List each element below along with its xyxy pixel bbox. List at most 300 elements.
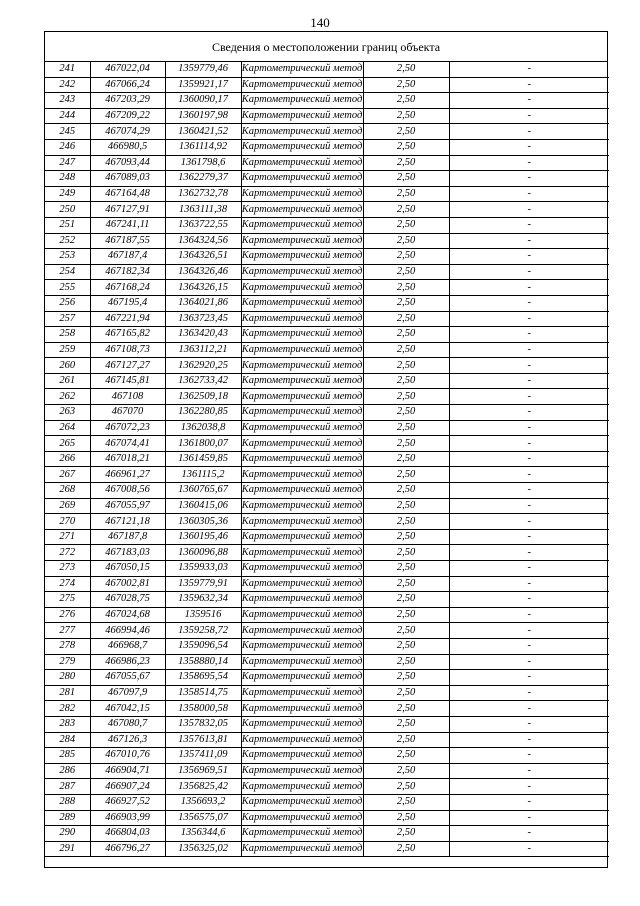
method-cell: Картометрический метод <box>241 576 363 592</box>
method-cell: Картометрический метод <box>241 311 363 327</box>
description-cell: - <box>449 592 609 608</box>
table-row <box>45 514 609 530</box>
x-coordinate-cell: 467074,29 <box>90 124 165 140</box>
point-number-cell: 268 <box>45 483 90 499</box>
method-cell: Картометрический метод <box>241 467 363 483</box>
x-coordinate-cell: 467209,22 <box>90 108 165 124</box>
x-coordinate-cell: 467221,94 <box>90 311 165 327</box>
y-coordinate-cell: 1357832,05 <box>165 716 241 732</box>
point-number-cell: 280 <box>45 670 90 686</box>
x-coordinate-cell: 467080,7 <box>90 716 165 732</box>
table-row <box>45 685 609 701</box>
precision-cell: 2,50 <box>363 607 449 623</box>
point-number-cell: 249 <box>45 186 90 202</box>
point-number-cell: 269 <box>45 498 90 514</box>
point-number-cell: 283 <box>45 716 90 732</box>
description-cell: - <box>449 498 609 514</box>
y-coordinate-cell: 1360197,98 <box>165 108 241 124</box>
precision-cell: 2,50 <box>363 373 449 389</box>
description-cell: - <box>449 155 609 171</box>
y-coordinate-cell: 1358514,75 <box>165 685 241 701</box>
method-cell: Картометрический метод <box>241 670 363 686</box>
x-coordinate-cell: 466796,27 <box>90 841 165 857</box>
method-cell: Картометрический метод <box>241 139 363 155</box>
description-cell: - <box>449 280 609 296</box>
table-row <box>45 389 609 405</box>
precision-cell: 2,50 <box>363 358 449 374</box>
precision-cell: 2,50 <box>363 186 449 202</box>
precision-cell: 2,50 <box>363 561 449 577</box>
method-cell: Картометрический метод <box>241 295 363 311</box>
description-cell: - <box>449 217 609 233</box>
y-coordinate-cell: 1359921,17 <box>165 77 241 93</box>
table-row <box>45 529 609 545</box>
precision-cell: 2,50 <box>363 124 449 140</box>
x-coordinate-cell: 466961,27 <box>90 467 165 483</box>
y-coordinate-cell: 1363723,45 <box>165 311 241 327</box>
point-number-cell: 264 <box>45 420 90 436</box>
y-coordinate-cell: 1361115,2 <box>165 467 241 483</box>
description-cell: - <box>449 327 609 343</box>
method-cell: Картометрический метод <box>241 155 363 171</box>
description-cell: - <box>449 607 609 623</box>
precision-cell: 2,50 <box>363 155 449 171</box>
point-number-cell: 256 <box>45 295 90 311</box>
x-coordinate-cell: 466980,5 <box>90 139 165 155</box>
table-row <box>45 295 609 311</box>
method-cell: Картометрический метод <box>241 171 363 187</box>
table-row <box>45 623 609 639</box>
method-cell: Картометрический метод <box>241 93 363 109</box>
table-row <box>45 732 609 748</box>
point-number-cell: 243 <box>45 93 90 109</box>
point-number-cell: 259 <box>45 342 90 358</box>
y-coordinate-cell: 1362280,85 <box>165 405 241 421</box>
point-number-cell: 290 <box>45 826 90 842</box>
method-cell: Картометрический метод <box>241 358 363 374</box>
method-cell: Картометрический метод <box>241 514 363 530</box>
method-cell: Картометрический метод <box>241 249 363 265</box>
table-row <box>45 186 609 202</box>
description-cell: - <box>449 171 609 187</box>
description-cell: - <box>449 108 609 124</box>
y-coordinate-cell: 1360090,17 <box>165 93 241 109</box>
table-row <box>45 654 609 670</box>
precision-cell: 2,50 <box>363 576 449 592</box>
description-cell: - <box>449 732 609 748</box>
y-coordinate-cell: 1360195,46 <box>165 529 241 545</box>
table-row <box>45 139 609 155</box>
x-coordinate-cell: 467022,04 <box>90 62 165 77</box>
table-row <box>45 405 609 421</box>
description-cell: - <box>449 420 609 436</box>
y-coordinate-cell: 1358000,58 <box>165 701 241 717</box>
method-cell: Картометрический метод <box>241 186 363 202</box>
method-cell: Картометрический метод <box>241 483 363 499</box>
method-cell: Картометрический метод <box>241 280 363 296</box>
x-coordinate-cell: 467028,75 <box>90 592 165 608</box>
description-cell: - <box>449 701 609 717</box>
table-row <box>45 638 609 654</box>
point-number-cell: 255 <box>45 280 90 296</box>
description-cell: - <box>449 405 609 421</box>
table-body <box>45 62 609 857</box>
y-coordinate-cell: 1363722,55 <box>165 217 241 233</box>
point-number-cell: 278 <box>45 638 90 654</box>
precision-cell: 2,50 <box>363 295 449 311</box>
point-number-cell: 281 <box>45 685 90 701</box>
table-row <box>45 576 609 592</box>
point-number-cell: 272 <box>45 545 90 561</box>
y-coordinate-cell: 1356969,51 <box>165 763 241 779</box>
method-cell: Картометрический метод <box>241 779 363 795</box>
description-cell: - <box>449 763 609 779</box>
table-row <box>45 233 609 249</box>
description-cell: - <box>449 451 609 467</box>
table-row <box>45 108 609 124</box>
y-coordinate-cell: 1357613,81 <box>165 732 241 748</box>
x-coordinate-cell: 467127,27 <box>90 358 165 374</box>
description-cell: - <box>449 249 609 265</box>
precision-cell: 2,50 <box>363 280 449 296</box>
precision-cell: 2,50 <box>363 716 449 732</box>
x-coordinate-cell: 467187,8 <box>90 529 165 545</box>
precision-cell: 2,50 <box>363 389 449 405</box>
method-cell: Картометрический метод <box>241 327 363 343</box>
point-number-cell: 263 <box>45 405 90 421</box>
x-coordinate-cell: 467182,34 <box>90 264 165 280</box>
method-cell: Картометрический метод <box>241 498 363 514</box>
coordinates-table <box>45 62 609 857</box>
point-number-cell: 288 <box>45 794 90 810</box>
precision-cell: 2,50 <box>363 62 449 77</box>
y-coordinate-cell: 1362920,25 <box>165 358 241 374</box>
point-number-cell: 276 <box>45 607 90 623</box>
precision-cell: 2,50 <box>363 638 449 654</box>
precision-cell: 2,50 <box>363 451 449 467</box>
point-number-cell: 248 <box>45 171 90 187</box>
x-coordinate-cell: 466994,46 <box>90 623 165 639</box>
precision-cell: 2,50 <box>363 467 449 483</box>
x-coordinate-cell: 466903,99 <box>90 810 165 826</box>
point-number-cell: 244 <box>45 108 90 124</box>
method-cell: Картометрический метод <box>241 264 363 280</box>
table-row <box>45 202 609 218</box>
x-coordinate-cell: 467183,03 <box>90 545 165 561</box>
description-cell: - <box>449 186 609 202</box>
point-number-cell: 271 <box>45 529 90 545</box>
point-number-cell: 267 <box>45 467 90 483</box>
table-row <box>45 436 609 452</box>
table-row <box>45 467 609 483</box>
description-cell: - <box>449 826 609 842</box>
y-coordinate-cell: 1362733,42 <box>165 373 241 389</box>
method-cell: Картометрический метод <box>241 654 363 670</box>
precision-cell: 2,50 <box>363 108 449 124</box>
x-coordinate-cell: 467145,81 <box>90 373 165 389</box>
point-number-cell: 254 <box>45 264 90 280</box>
table-row <box>45 748 609 764</box>
method-cell: Картометрический метод <box>241 623 363 639</box>
precision-cell: 2,50 <box>363 139 449 155</box>
x-coordinate-cell: 466986,23 <box>90 654 165 670</box>
method-cell: Картометрический метод <box>241 405 363 421</box>
table-row <box>45 545 609 561</box>
method-cell: Картометрический метод <box>241 373 363 389</box>
description-cell: - <box>449 77 609 93</box>
description-cell: - <box>449 342 609 358</box>
precision-cell: 2,50 <box>363 623 449 639</box>
precision-cell: 2,50 <box>363 498 449 514</box>
table-row <box>45 327 609 343</box>
table-row <box>45 264 609 280</box>
x-coordinate-cell: 467165,82 <box>90 327 165 343</box>
y-coordinate-cell: 1361800,07 <box>165 436 241 452</box>
description-cell: - <box>449 483 609 499</box>
description-cell: - <box>449 389 609 405</box>
y-coordinate-cell: 1356344,6 <box>165 826 241 842</box>
y-coordinate-cell: 1360096,88 <box>165 545 241 561</box>
precision-cell: 2,50 <box>363 810 449 826</box>
precision-cell: 2,50 <box>363 311 449 327</box>
x-coordinate-cell: 466968,7 <box>90 638 165 654</box>
description-cell: - <box>449 638 609 654</box>
y-coordinate-cell: 1356693,2 <box>165 794 241 810</box>
y-coordinate-cell: 1358880,14 <box>165 654 241 670</box>
point-number-cell: 257 <box>45 311 90 327</box>
x-coordinate-cell: 467072,23 <box>90 420 165 436</box>
y-coordinate-cell: 1360305,36 <box>165 514 241 530</box>
x-coordinate-cell: 467187,55 <box>90 233 165 249</box>
method-cell: Картометрический метод <box>241 420 363 436</box>
y-coordinate-cell: 1363111,38 <box>165 202 241 218</box>
method-cell: Картометрический метод <box>241 716 363 732</box>
precision-cell: 2,50 <box>363 685 449 701</box>
precision-cell: 2,50 <box>363 77 449 93</box>
method-cell: Картометрический метод <box>241 638 363 654</box>
description-cell: - <box>449 233 609 249</box>
point-number-cell: 291 <box>45 841 90 857</box>
method-cell: Картометрический метод <box>241 810 363 826</box>
point-number-cell: 260 <box>45 358 90 374</box>
boundary-table-frame <box>44 31 608 868</box>
point-number-cell: 245 <box>45 124 90 140</box>
precision-cell: 2,50 <box>363 826 449 842</box>
method-cell: Картометрический метод <box>241 233 363 249</box>
y-coordinate-cell: 1358695,54 <box>165 670 241 686</box>
method-cell: Картометрический метод <box>241 732 363 748</box>
y-coordinate-cell: 1356825,42 <box>165 779 241 795</box>
method-cell: Картометрический метод <box>241 342 363 358</box>
x-coordinate-cell: 467055,67 <box>90 670 165 686</box>
point-number-cell: 241 <box>45 62 90 77</box>
table-row <box>45 483 609 499</box>
table-title: Сведения о местоположении границ объекта <box>45 32 607 62</box>
method-cell: Картометрический метод <box>241 748 363 764</box>
method-cell: Картометрический метод <box>241 77 363 93</box>
x-coordinate-cell: 467008,56 <box>90 483 165 499</box>
x-coordinate-cell: 467070 <box>90 405 165 421</box>
point-number-cell: 285 <box>45 748 90 764</box>
point-number-cell: 275 <box>45 592 90 608</box>
table-row <box>45 93 609 109</box>
method-cell: Картометрический метод <box>241 217 363 233</box>
x-coordinate-cell: 467024,68 <box>90 607 165 623</box>
table-row <box>45 124 609 140</box>
point-number-cell: 286 <box>45 763 90 779</box>
description-cell: - <box>449 716 609 732</box>
x-coordinate-cell: 467042,15 <box>90 701 165 717</box>
precision-cell: 2,50 <box>363 342 449 358</box>
method-cell: Картометрический метод <box>241 529 363 545</box>
x-coordinate-cell: 467108 <box>90 389 165 405</box>
point-number-cell: 252 <box>45 233 90 249</box>
table-row <box>45 498 609 514</box>
y-coordinate-cell: 1359779,91 <box>165 576 241 592</box>
description-cell: - <box>449 436 609 452</box>
point-number-cell: 242 <box>45 77 90 93</box>
point-number-cell: 287 <box>45 779 90 795</box>
precision-cell: 2,50 <box>363 264 449 280</box>
description-cell: - <box>449 358 609 374</box>
description-cell: - <box>449 139 609 155</box>
table-row <box>45 280 609 296</box>
x-coordinate-cell: 467055,97 <box>90 498 165 514</box>
x-coordinate-cell: 467164,48 <box>90 186 165 202</box>
point-number-cell: 284 <box>45 732 90 748</box>
method-cell: Картометрический метод <box>241 794 363 810</box>
method-cell: Картометрический метод <box>241 763 363 779</box>
point-number-cell: 262 <box>45 389 90 405</box>
description-cell: - <box>449 93 609 109</box>
description-cell: - <box>449 264 609 280</box>
point-number-cell: 273 <box>45 561 90 577</box>
table-row <box>45 451 609 467</box>
method-cell: Картометрический метод <box>241 389 363 405</box>
x-coordinate-cell: 467050,15 <box>90 561 165 577</box>
precision-cell: 2,50 <box>363 233 449 249</box>
precision-cell: 2,50 <box>363 670 449 686</box>
description-cell: - <box>449 467 609 483</box>
point-number-cell: 247 <box>45 155 90 171</box>
method-cell: Картометрический метод <box>241 436 363 452</box>
y-coordinate-cell: 1359258,72 <box>165 623 241 639</box>
table-row <box>45 794 609 810</box>
precision-cell: 2,50 <box>363 405 449 421</box>
table-row <box>45 826 609 842</box>
precision-cell: 2,50 <box>363 732 449 748</box>
table-row <box>45 62 609 77</box>
x-coordinate-cell: 467002,81 <box>90 576 165 592</box>
point-number-cell: 265 <box>45 436 90 452</box>
y-coordinate-cell: 1363112,21 <box>165 342 241 358</box>
x-coordinate-cell: 466904,71 <box>90 763 165 779</box>
precision-cell: 2,50 <box>363 171 449 187</box>
method-cell: Картометрический метод <box>241 545 363 561</box>
description-cell: - <box>449 810 609 826</box>
method-cell: Картометрический метод <box>241 607 363 623</box>
table-row <box>45 701 609 717</box>
y-coordinate-cell: 1359933,03 <box>165 561 241 577</box>
precision-cell: 2,50 <box>363 202 449 218</box>
y-coordinate-cell: 1364021,86 <box>165 295 241 311</box>
point-number-cell: 270 <box>45 514 90 530</box>
point-number-cell: 289 <box>45 810 90 826</box>
method-cell: Картометрический метод <box>241 561 363 577</box>
precision-cell: 2,50 <box>363 420 449 436</box>
table-row <box>45 592 609 608</box>
description-cell: - <box>449 124 609 140</box>
precision-cell: 2,50 <box>363 748 449 764</box>
point-number-cell: 253 <box>45 249 90 265</box>
y-coordinate-cell: 1360415,06 <box>165 498 241 514</box>
y-coordinate-cell: 1357411,09 <box>165 748 241 764</box>
description-cell: - <box>449 670 609 686</box>
x-coordinate-cell: 467241,11 <box>90 217 165 233</box>
description-cell: - <box>449 794 609 810</box>
y-coordinate-cell: 1359632,34 <box>165 592 241 608</box>
x-coordinate-cell: 467089,03 <box>90 171 165 187</box>
point-number-cell: 258 <box>45 327 90 343</box>
x-coordinate-cell: 467168,24 <box>90 280 165 296</box>
point-number-cell: 279 <box>45 654 90 670</box>
x-coordinate-cell: 467126,3 <box>90 732 165 748</box>
description-cell: - <box>449 654 609 670</box>
y-coordinate-cell: 1356325,02 <box>165 841 241 857</box>
point-number-cell: 261 <box>45 373 90 389</box>
x-coordinate-cell: 467121,18 <box>90 514 165 530</box>
precision-cell: 2,50 <box>363 545 449 561</box>
x-coordinate-cell: 466907,24 <box>90 779 165 795</box>
x-coordinate-cell: 467097,9 <box>90 685 165 701</box>
description-cell: - <box>449 62 609 77</box>
description-cell: - <box>449 685 609 701</box>
method-cell: Картометрический метод <box>241 826 363 842</box>
y-coordinate-cell: 1361114,92 <box>165 139 241 155</box>
precision-cell: 2,50 <box>363 249 449 265</box>
x-coordinate-cell: 467127,91 <box>90 202 165 218</box>
y-coordinate-cell: 1362509,18 <box>165 389 241 405</box>
description-cell: - <box>449 514 609 530</box>
table-row <box>45 217 609 233</box>
point-number-cell: 277 <box>45 623 90 639</box>
y-coordinate-cell: 1359096,54 <box>165 638 241 654</box>
method-cell: Картометрический метод <box>241 108 363 124</box>
table-row <box>45 607 609 623</box>
precision-cell: 2,50 <box>363 654 449 670</box>
table-row <box>45 670 609 686</box>
method-cell: Картометрический метод <box>241 592 363 608</box>
y-coordinate-cell: 1356575,07 <box>165 810 241 826</box>
table-row <box>45 373 609 389</box>
table-row <box>45 420 609 436</box>
y-coordinate-cell: 1363420,43 <box>165 327 241 343</box>
precision-cell: 2,50 <box>363 93 449 109</box>
point-number-cell: 250 <box>45 202 90 218</box>
table-row <box>45 342 609 358</box>
table-row <box>45 561 609 577</box>
table-row <box>45 311 609 327</box>
table-row <box>45 77 609 93</box>
method-cell: Картометрический метод <box>241 685 363 701</box>
method-cell: Картометрический метод <box>241 62 363 77</box>
description-cell: - <box>449 373 609 389</box>
table-row <box>45 716 609 732</box>
precision-cell: 2,50 <box>363 794 449 810</box>
table-row <box>45 358 609 374</box>
point-number-cell: 282 <box>45 701 90 717</box>
point-number-cell: 246 <box>45 139 90 155</box>
